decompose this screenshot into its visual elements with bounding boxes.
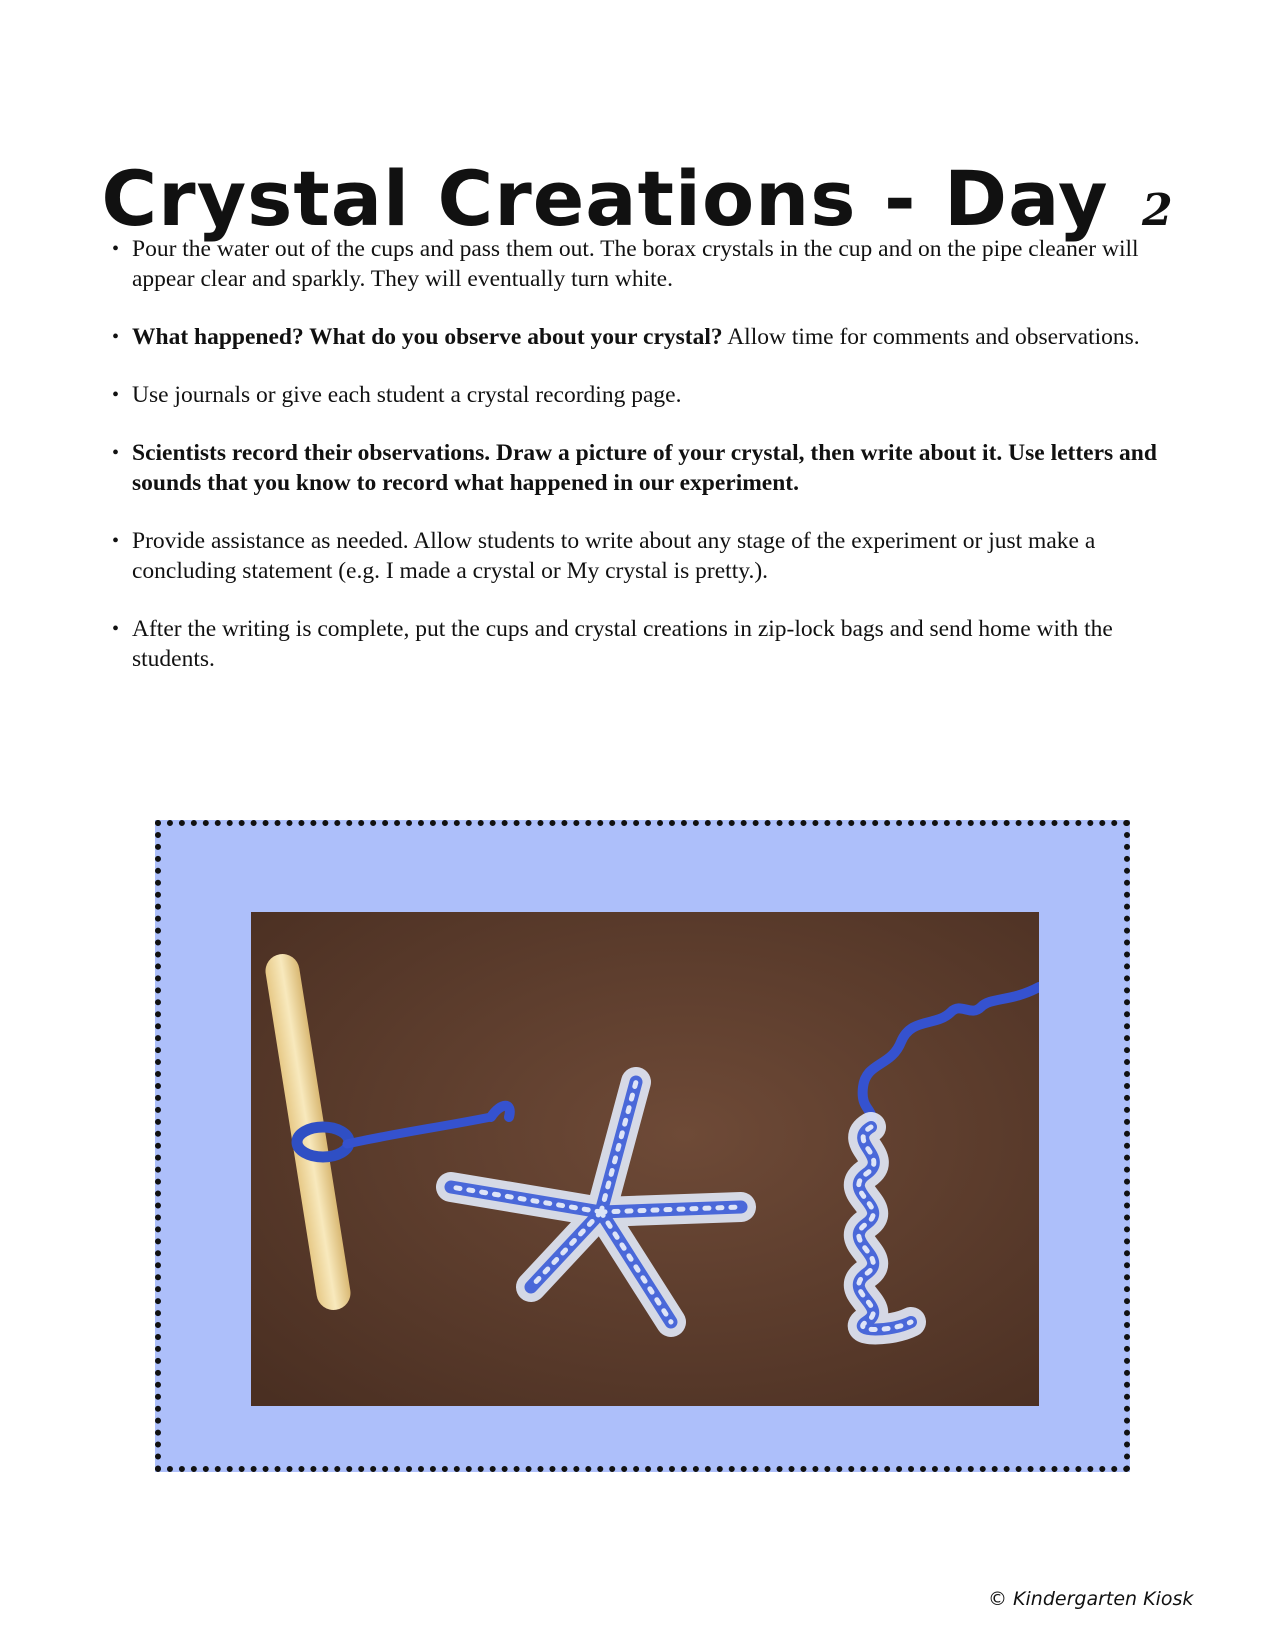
bullet-icon: • <box>112 530 120 552</box>
page-title <box>0 153 1275 243</box>
bullet-icon: • <box>112 326 120 348</box>
instruction-text: Use journals or give each student a crystal recording page. <box>132 382 682 408</box>
instruction-item <box>112 438 1172 498</box>
instruction-item <box>112 614 1172 674</box>
bullet-icon: • <box>112 442 120 464</box>
instruction-emphasis: What happened? What do you observe about your crystal? <box>132 324 723 350</box>
instruction-text: Pour the water out of the cups and pass them out. The borax crystals in the cup and on the pipe cleaner will appear clear and sparkly. They will eventually turn white. <box>132 236 1139 292</box>
instruction-item <box>112 322 1172 352</box>
instruction-item <box>112 234 1172 294</box>
bullet-icon: • <box>112 384 120 406</box>
instruction-emphasis: Scientists record their observations. Draw a picture of your crystal, then write about it. Use letters and sounds that you know to record what happened in our experiment. <box>132 440 1157 496</box>
instruction-list <box>112 234 1172 702</box>
crystal-photo-illustration <box>251 912 1039 1406</box>
bullet-icon: • <box>112 618 120 640</box>
bullet-icon: • <box>112 238 120 260</box>
instruction-text: After the writing is complete, put the cups and crystal creations in zip-lock bags and send home with the students. <box>132 616 1113 672</box>
copyright-credit: © Kindergarten Kiosk <box>988 1588 1194 1610</box>
instruction-text: Provide assistance as needed. Allow students to write about any stage of the experiment or just make a concluding statement (e.g. I made a crystal or My crystal is pretty.). <box>132 528 1096 584</box>
photo-frame <box>155 820 1130 1472</box>
instruction-text: Allow time for comments and observations. <box>722 324 1140 350</box>
instruction-item <box>112 380 1172 410</box>
instruction-item <box>112 526 1172 586</box>
page-title-text: Crystal Creations - Day <box>101 153 1109 243</box>
crystal-photo <box>251 912 1039 1406</box>
page-title-day-number: 2 <box>1142 184 1174 236</box>
